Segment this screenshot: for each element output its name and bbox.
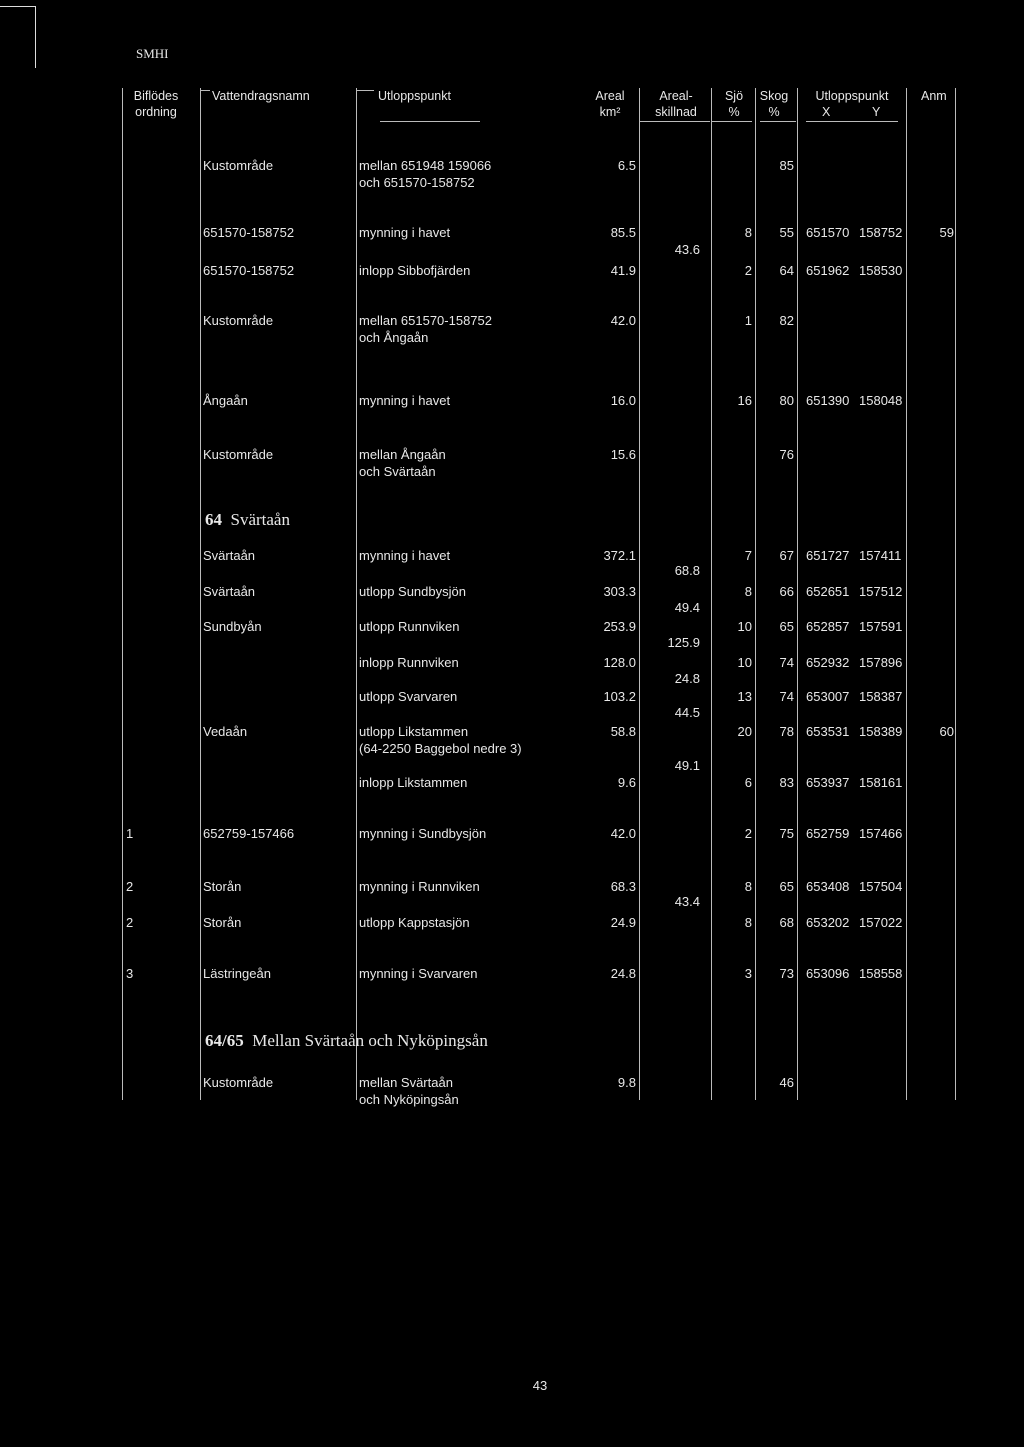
row-vattendragsnamn: Storån	[203, 879, 242, 894]
arealskillnad-value: 43.6	[674, 242, 700, 257]
row-ordning: 2	[126, 915, 134, 930]
col-utloppspunkt: Utloppspunkt	[378, 89, 451, 103]
row-y: 157411	[859, 548, 902, 563]
row-utloppspunkt: mynning i Svarvaren	[359, 966, 478, 981]
col-divider	[711, 88, 712, 1100]
row-areal: 85.5	[610, 225, 636, 240]
header-rule	[200, 90, 210, 91]
arealskillnad-value: 44.5	[674, 705, 700, 720]
row-skog: 85	[779, 158, 794, 173]
row-y: 158530	[859, 263, 903, 278]
row-areal: 9.8	[617, 1075, 636, 1090]
row-x: 652857	[806, 619, 850, 634]
row-skog: 78	[779, 724, 794, 739]
arealskillnad-value: 68.8	[674, 563, 700, 578]
row-utloppspunkt: mynning i havet	[359, 225, 451, 240]
row-areal: 68.3	[610, 879, 636, 894]
row-y: 158161	[859, 775, 903, 790]
row-sjo: 20	[737, 724, 752, 739]
row-areal: 16.0	[610, 393, 636, 408]
row-utloppspunkt: inlopp Sibbofjärden	[359, 263, 471, 278]
row-areal: 6.5	[617, 158, 636, 173]
col-utloppspunkt-xy: Utloppspunkt	[815, 89, 889, 103]
row-ordning: 1	[126, 826, 134, 841]
row-skog: 74	[779, 689, 794, 704]
row-areal: 372.1	[603, 548, 636, 563]
col-divider	[797, 88, 798, 1100]
row-x: 652932	[806, 655, 850, 670]
col-x: X	[822, 105, 831, 119]
col-divider	[755, 88, 756, 1100]
row-utloppspunkt: utlopp Sundbysjön	[359, 584, 466, 599]
col-divider	[906, 88, 907, 1100]
row-utloppspunkt: inlopp Runnviken	[359, 655, 459, 670]
row-sjo: 2	[744, 263, 752, 278]
arealskillnad-value: 125.9	[667, 635, 700, 650]
crop-mark-horizontal	[0, 6, 36, 7]
row-areal: 303.3	[603, 584, 636, 599]
header-rule	[760, 121, 796, 122]
row-vattendragsnamn: Vedaån	[203, 724, 248, 739]
arealskillnad-value: 24.8	[674, 671, 700, 686]
arealskillnad-value: 49.4	[674, 600, 700, 615]
row-skog: 65	[779, 619, 794, 634]
row-utloppspunkt: mellan Ångaån	[359, 447, 446, 462]
row-ordning: 3	[126, 966, 134, 981]
row-x: 651570	[806, 225, 850, 240]
row-sjo: 10	[737, 655, 752, 670]
row-utloppspunkt: mynning i Sundbysjön	[359, 826, 487, 841]
row-utloppspunkt: utlopp Kappstasjön	[359, 915, 470, 930]
row-areal: 128.0	[603, 655, 636, 670]
row-sjo: 8	[744, 584, 752, 599]
row-utloppspunkt: utlopp Runnviken	[359, 619, 460, 634]
row-skog: 80	[779, 393, 794, 408]
row-sjo: 8	[744, 879, 752, 894]
row-x: 653531	[806, 724, 850, 739]
col-arealskillnad-1: Areal-	[659, 89, 693, 103]
row-utloppspunkt: utlopp Svarvaren	[359, 689, 458, 704]
row-utloppspunkt: mellan Svärtaån	[359, 1075, 453, 1090]
col-ordning: ordning	[135, 105, 177, 119]
page-number: 43	[532, 1378, 548, 1393]
row-utloppspunkt: mynning i Runnviken	[359, 879, 480, 894]
row-x: 653007	[806, 689, 850, 704]
row-utloppspunkt-line2: och Nyköpingsån	[359, 1092, 459, 1107]
header-rule	[806, 121, 898, 122]
row-vattendragsnamn: Kustområde	[203, 158, 274, 173]
row-x: 653096	[806, 966, 850, 981]
row-y: 158048	[859, 393, 903, 408]
row-vattendragsnamn: Sundbyån	[203, 619, 262, 634]
row-utloppspunkt-line2: och Svärtaån	[359, 464, 436, 479]
header-rule	[356, 90, 374, 91]
row-skog: 73	[779, 966, 794, 981]
section-heading: 64/65 Mellan Svärtaån och Nyköpingsån	[205, 1031, 488, 1050]
row-utloppspunkt-line2: och Ångaån	[359, 330, 429, 345]
col-divider	[955, 88, 956, 1100]
section-heading: 64 Svärtaån	[205, 510, 290, 529]
row-skog: 76	[779, 447, 794, 462]
row-sjo: 7	[744, 548, 752, 563]
row-areal: 15.6	[610, 447, 636, 462]
arealskillnad-value: 49.1	[674, 758, 700, 773]
row-areal: 42.0	[610, 826, 636, 841]
row-vattendragsnamn: Storån	[203, 915, 242, 930]
row-vattendragsnamn: Kustområde	[203, 313, 274, 328]
row-y: 157022	[859, 915, 903, 930]
row-vattendragsnamn: Lästringeån	[203, 966, 271, 981]
row-areal: 41.9	[610, 263, 636, 278]
row-skog: 66	[779, 584, 794, 599]
row-vattendragsnamn: 651570-158752	[203, 263, 295, 278]
row-y: 157466	[859, 826, 903, 841]
row-sjo: 13	[737, 689, 752, 704]
row-y: 158389	[859, 724, 903, 739]
row-x: 653408	[806, 879, 850, 894]
row-x: 652651	[806, 584, 850, 599]
row-vattendragsnamn: Kustområde	[203, 1075, 274, 1090]
row-areal: 103.2	[603, 689, 636, 704]
row-x: 653202	[806, 915, 850, 930]
row-y: 157512	[859, 584, 903, 599]
row-sjo: 2	[744, 826, 752, 841]
col-y: Y	[872, 105, 881, 119]
col-arealskillnad-2: skillnad	[655, 105, 697, 119]
row-x: 652759	[806, 826, 850, 841]
col-skog: Skog	[759, 89, 789, 103]
row-vattendragsnamn: 651570-158752	[203, 225, 295, 240]
col-sjo: Sjö	[724, 89, 744, 103]
row-vattendragsnamn: Svärtaån	[203, 548, 256, 563]
col-divider	[356, 88, 357, 1100]
col-areal: Areal	[595, 89, 625, 103]
row-utloppspunkt-line2: (64-2250 Baggebol nedre 3)	[359, 741, 522, 756]
row-vattendragsnamn: Svärtaån	[203, 584, 256, 599]
row-y: 158387	[859, 689, 903, 704]
row-areal: 253.9	[603, 619, 636, 634]
col-areal-unit: km²	[599, 105, 621, 119]
row-utloppspunkt: inlopp Likstammen	[359, 775, 468, 790]
row-y: 157504	[859, 879, 903, 894]
row-utloppspunkt: utlopp Likstammen	[359, 724, 469, 739]
row-skog: 67	[779, 548, 794, 563]
row-areal: 42.0	[610, 313, 636, 328]
row-areal: 9.6	[617, 775, 636, 790]
col-divider	[200, 88, 201, 1100]
row-sjo: 16	[737, 393, 752, 408]
row-skog: 46	[779, 1075, 794, 1090]
row-x: 651727	[806, 548, 850, 563]
row-y: 157896	[859, 655, 903, 670]
row-areal: 58.8	[610, 724, 636, 739]
row-utloppspunkt: mellan 651570-158752	[359, 313, 492, 328]
row-vattendragsnamn: 652759-157466	[203, 826, 295, 841]
row-skog: 75	[779, 826, 794, 841]
row-skog: 64	[779, 263, 794, 278]
header-rule	[380, 121, 480, 122]
row-utloppspunkt: mynning i havet	[359, 393, 451, 408]
crop-mark-vertical	[35, 6, 36, 68]
col-biflodes: Biflödes	[133, 89, 179, 103]
row-vattendragsnamn: Ångaån	[203, 393, 248, 408]
col-sjo-unit: %	[728, 105, 740, 119]
row-sjo: 8	[744, 915, 752, 930]
row-skog: 68	[779, 915, 794, 930]
row-vattendragsnamn: Kustområde	[203, 447, 274, 462]
header-label: SMHI	[136, 46, 169, 61]
row-y: 157591	[859, 619, 903, 634]
col-vattendragsnamn: Vattendragsnamn	[212, 89, 310, 103]
row-anm: 59	[939, 225, 954, 240]
col-skog-unit: %	[768, 105, 780, 119]
row-x: 651390	[806, 393, 850, 408]
row-sjo: 3	[744, 966, 752, 981]
row-x: 651962	[806, 263, 850, 278]
row-y: 158558	[859, 966, 903, 981]
col-anm: Anm	[921, 89, 947, 103]
row-utloppspunkt: mellan 651948 159066	[359, 158, 492, 173]
row-areal: 24.8	[610, 966, 636, 981]
header-rule	[640, 121, 710, 122]
row-utloppspunkt: mynning i havet	[359, 548, 451, 563]
header-rule	[712, 121, 752, 122]
row-skog: 83	[779, 775, 794, 790]
col-divider	[122, 88, 123, 1100]
row-skog: 74	[779, 655, 794, 670]
row-areal: 24.9	[610, 915, 636, 930]
row-ordning: 2	[126, 879, 134, 894]
row-skog: 65	[779, 879, 794, 894]
row-sjo: 8	[744, 225, 752, 240]
row-skog: 82	[779, 313, 794, 328]
row-sjo: 10	[737, 619, 752, 634]
row-y: 158752	[859, 225, 903, 240]
col-divider	[639, 88, 640, 1100]
row-x: 653937	[806, 775, 850, 790]
row-sjo: 6	[744, 775, 752, 790]
row-utloppspunkt-line2: och 651570-158752	[359, 175, 475, 190]
row-sjo: 1	[744, 313, 752, 328]
row-skog: 55	[779, 225, 794, 240]
row-anm: 60	[939, 724, 954, 739]
arealskillnad-value: 43.4	[674, 894, 700, 909]
